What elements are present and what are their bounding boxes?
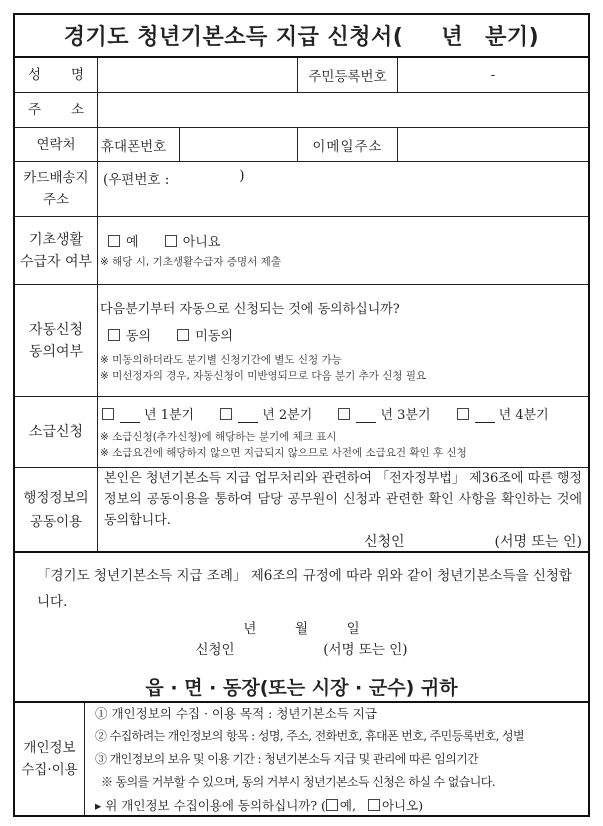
year-blank[interactable] [120, 410, 140, 423]
checkbox-icon [338, 408, 350, 420]
checkbox-icon [165, 235, 177, 247]
basic-living-yes-checkbox[interactable]: 예 [108, 235, 139, 250]
retro-q2-checkbox[interactable]: 년 2분기 [220, 408, 312, 423]
auto-apply-label: 자동신청 동의여부 [15, 285, 98, 396]
auto-apply-note-2: ※ 미선정자의 경우, 자동신청이 미반영되므로 다음 분기 추가 신청 필요 [100, 369, 427, 382]
name-row [15, 58, 588, 93]
card-delivery-row [15, 162, 588, 217]
privacy-label: 개인정보 수집·이용 [15, 703, 85, 815]
retro-q3-checkbox[interactable]: 년 3분기 [338, 408, 430, 423]
postal-prefix: (우편번호 : [103, 172, 170, 188]
address-label: 주 소 [15, 93, 98, 127]
admin-info-text: 본인은 청년기본소득 지급 업무처리와 관련하여 「전자정부법」 제36조에 따른 행정정보의 공동이용을 통하여 담당 공무원이 신청과 관련한 확인 사항을 확인하는 것에 동의합니다. [104, 471, 582, 528]
privacy-consent: ▸ 위 개인정보 수집이용에 동의하십니까? ( 예, 아니오) [95, 797, 424, 813]
privacy-consent-yes[interactable]: 예, [326, 798, 356, 813]
application-form [13, 13, 590, 817]
title-year: 년 [441, 25, 464, 50]
checkbox-icon [177, 329, 189, 341]
form-title [15, 15, 588, 56]
address-row [15, 93, 588, 128]
basic-living-row [15, 217, 588, 285]
checkbox-icon [108, 235, 120, 247]
admin-info-content [98, 468, 588, 551]
contact-row [15, 128, 588, 162]
auto-apply-content [98, 285, 588, 396]
address-field[interactable] [98, 93, 588, 127]
retro-note-2: ※ 소급요건에 해당하지 않으면 지급되지 않으므로 사전에 소급요건 확인 후 신청 [100, 446, 467, 459]
retro-note-1: ※ 소급신청(추가신청)에 해당하는 분기에 체크 표시 [100, 430, 337, 443]
privacy-row [15, 703, 588, 815]
declaration-signature[interactable]: 신청인 (서명 또는 인) [195, 642, 408, 658]
title-text: 경기도 청년기본소득 지급 신청서( [63, 25, 404, 50]
declaration-section [15, 553, 588, 703]
addressee: 읍 · 면 · 동장(또는 시장 · 군수) 귀하 [145, 677, 458, 699]
title-row [15, 15, 588, 58]
auto-apply-agree-checkbox[interactable]: 동의 [108, 329, 151, 344]
checkbox-icon [457, 408, 469, 420]
basic-living-note: ※ 해당 시, 기초생활수급자 증명서 제출 [100, 256, 281, 268]
admin-info-signature[interactable]: 신청인 (서명 또는 인) [363, 534, 582, 550]
mobile-field[interactable] [180, 128, 298, 161]
privacy-content [85, 703, 588, 815]
email-field[interactable] [398, 128, 588, 161]
mobile-label: 휴대폰번호 [98, 128, 180, 161]
checkbox-icon [108, 329, 120, 341]
postal-suffix: ) [239, 168, 245, 184]
privacy-consent-no[interactable]: 아니오) [368, 798, 423, 813]
auto-apply-disagree-checkbox[interactable]: 미동의 [177, 329, 233, 344]
checkbox-icon [368, 799, 380, 811]
title-quarter: 분기) [485, 25, 540, 50]
name-label: 성 명 [15, 58, 98, 92]
checkbox-icon [102, 408, 114, 420]
card-delivery-label: 카드배송지 주소 [15, 162, 98, 216]
declaration-date[interactable]: 년 월 일 [243, 621, 360, 637]
name-field[interactable] [98, 58, 298, 92]
contact-label: 연락처 [15, 128, 98, 161]
retro-q1-checkbox[interactable]: 년 1분기 [102, 408, 194, 423]
auto-apply-question: 다음분기부터 자동으로 신청되는 것에 동의하십니까? [100, 301, 400, 317]
privacy-item-1: ① 개인정보의 수집 · 이용 목적 : 청년기본소득 지급 [95, 705, 377, 721]
card-delivery-field[interactable] [98, 162, 588, 216]
basic-living-label: 기초생활 수급자 여부 [15, 217, 98, 284]
declaration-text: 「경기도 청년기본소득 지급 조례」 제6조의 규정에 따라 위와 같이 청년기본소득을 신청합니다. [37, 568, 572, 610]
year-blank[interactable] [475, 410, 495, 423]
auto-apply-note-1: ※ 미동의하더라도 분기별 신청기간에 별도 신청 가능 [100, 353, 342, 366]
retro-label: 소급신청 [15, 397, 98, 467]
admin-info-row [15, 468, 588, 553]
email-label: 이메일주소 [298, 128, 398, 161]
auto-apply-row [15, 285, 588, 397]
rrn-label: 주민등록번호 [298, 58, 398, 92]
retro-content [98, 397, 588, 467]
basic-living-no-checkbox[interactable]: 아니요 [165, 235, 221, 250]
retro-row [15, 397, 588, 468]
rrn-field[interactable]: - [490, 67, 496, 83]
retro-q4-checkbox[interactable]: 년 4분기 [457, 408, 549, 423]
basic-living-content [98, 217, 588, 284]
privacy-item-3: ③ 개인정보의 보유 및 이용 기간 : 청년기본소득 지급 및 관리에 따른 임의기간 [95, 751, 479, 766]
checkbox-icon [220, 408, 232, 420]
privacy-item-2: ② 수집하려는 개인정보의 항목 : 성명, 주소, 전화번호, 휴대폰 번호, 주민등록번호, 성별 [95, 728, 525, 743]
year-blank[interactable] [356, 410, 376, 423]
year-blank[interactable] [238, 410, 258, 423]
privacy-item-4: ※ 동의를 거부할 수 있으며, 동의 거부시 청년기본소득 신청은 하실 수 없습니다. [101, 774, 495, 789]
checkbox-icon [326, 799, 338, 811]
admin-info-label: 행정정보의 공동이용 [15, 468, 98, 551]
